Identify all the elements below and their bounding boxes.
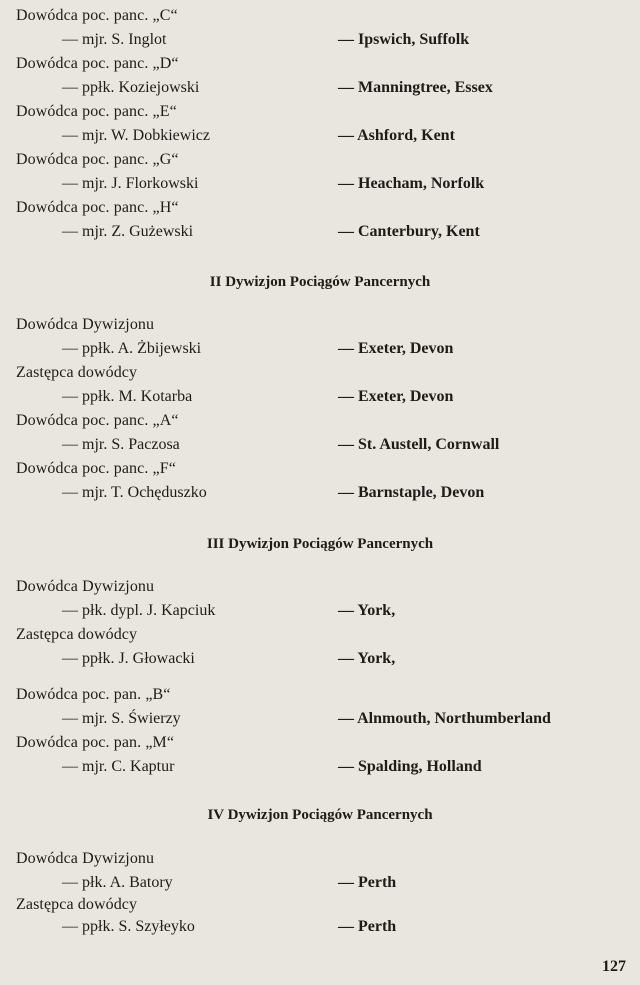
entry-role: Zastępca dowódcy <box>16 896 138 913</box>
entry-place: — Heacham, Norfolk <box>338 175 485 192</box>
entry-place: — York, <box>338 650 396 667</box>
section-heading: IV Dywizjon Pociągów Pancernych <box>207 807 433 823</box>
entry-role: Dowódca poc. pan. „B“ <box>16 686 171 703</box>
entry-place: — Canterbury, Kent <box>338 223 480 240</box>
entry-person: — ppłk. Koziejowski <box>62 79 200 96</box>
entry-place: — Perth <box>338 874 397 891</box>
entry-person: — mjr. S. Paczosa <box>62 436 180 453</box>
entry-place: — Exeter, Devon <box>338 388 454 405</box>
entry-role: Dowódca poc. pan. „M“ <box>16 734 175 751</box>
entry-role: Dowódca poc. panc. „G“ <box>16 151 179 168</box>
entry-role: Dowódca poc. panc. „E“ <box>16 103 177 120</box>
entry-role: Dowódca poc. panc. „H“ <box>16 199 179 216</box>
entry-person: — ppłk. S. Szyłeyko <box>62 918 195 935</box>
entry-person: — mjr. Z. Gużewski <box>62 223 194 240</box>
entry-person: — ppłk. M. Kotarba <box>62 388 193 405</box>
entry-place: — Barnstaple, Devon <box>338 484 485 501</box>
entry-role: Dowódca Dywizjonu <box>16 850 155 867</box>
entry-person: — płk. A. Batory <box>62 874 173 891</box>
section-heading: III Dywizjon Pociągów Pancernych <box>206 536 434 552</box>
entry-place: — Ashford, Kent <box>338 127 455 144</box>
entry-person: — mjr. C. Kaptur <box>62 758 175 775</box>
entry-person: — mjr. S. Inglot <box>62 31 167 48</box>
entry-place: — Alnmouth, Northumberland <box>338 710 551 727</box>
entry-place: — St. Austell, Cornwall <box>338 436 500 453</box>
entry-place: — Ipswich, Suffolk <box>338 31 470 48</box>
entry-person: — płk. dypl. J. Kapciuk <box>62 602 216 619</box>
entry-place: — Perth <box>338 918 397 935</box>
entry-role: Dowódca poc. panc. „A“ <box>16 412 179 429</box>
entry-role: Dowódca Dywizjonu <box>16 578 155 595</box>
entry-place: — York, <box>338 602 396 619</box>
entry-role: Dowódca Dywizjonu <box>16 316 155 333</box>
section-heading: II Dywizjon Pociągów Pancernych <box>209 274 431 290</box>
entry-place: — Exeter, Devon <box>338 340 454 357</box>
page-number: 127 <box>602 958 626 975</box>
entry-person: — ppłk. J. Głowacki <box>62 650 195 667</box>
entry-person: — mjr. S. Świerzy <box>62 710 181 727</box>
entry-person: — ppłk. A. Żbijewski <box>62 340 202 357</box>
entry-person: — mjr. T. Ochęduszko <box>62 484 207 501</box>
entry-place: — Manningtree, Essex <box>338 79 493 96</box>
entry-role: Dowódca poc. panc. „C“ <box>16 7 178 24</box>
entry-role: Zastępca dowódcy <box>16 626 138 643</box>
entry-person: — mjr. J. Florkowski <box>62 175 199 192</box>
entry-role: Zastępca dowódcy <box>16 364 138 381</box>
entry-role: Dowódca poc. panc. „D“ <box>16 55 179 72</box>
entry-role: Dowódca poc. panc. „F“ <box>16 460 176 477</box>
entry-person: — mjr. W. Dobkiewicz <box>62 127 210 144</box>
entry-place: — Spalding, Holland <box>338 758 482 775</box>
